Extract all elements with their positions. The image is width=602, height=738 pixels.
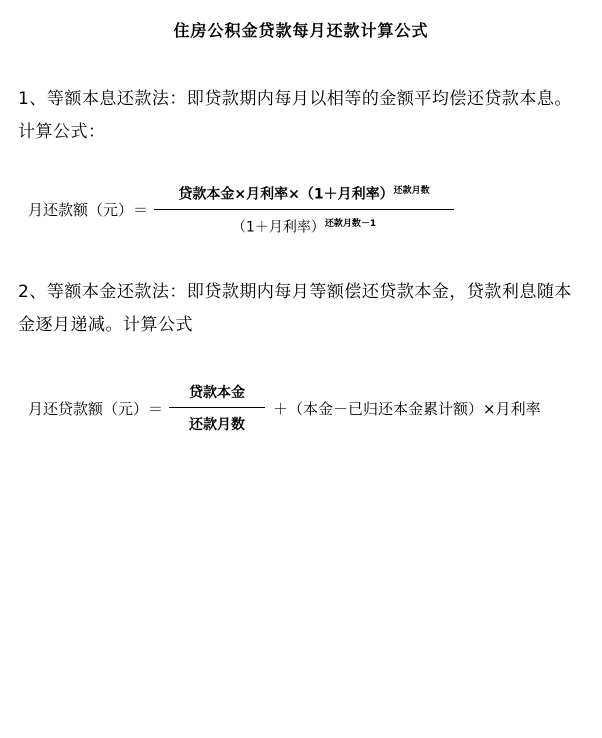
formula-1-numerator-main: 贷款本金×月利率×（1＋月利率） <box>178 186 394 203</box>
document-page <box>0 18 602 738</box>
formula-2-denominator: 还款月数 <box>189 417 246 434</box>
formula-1-denominator-exponent: 还款月数－1 <box>324 218 377 229</box>
formula-2-numerator: 贷款本金 <box>189 385 246 402</box>
formula-1-denominator-main: （1＋月利率） <box>231 219 325 236</box>
formula-1-numerator <box>170 183 437 209</box>
formula-2-tail: ＋（本金－已归还本金累计额）×月利率 <box>273 399 541 418</box>
formula-1-fraction <box>154 183 454 236</box>
page-title: 住房公积金贷款每月还款计算公式 <box>173 21 429 40</box>
formula-equal-principal <box>18 382 584 434</box>
paragraph-method-2: 2、等额本金还款法：即贷款期内每月等额偿还贷款本金，贷款利息随本金逐月递减。计算公式 <box>18 282 572 336</box>
paragraph-method-1: 1、等额本息还款法：即贷款期内每月以相等的金额平均偿还贷款本息。计算公式： <box>18 89 572 142</box>
formula-1-numerator-exponent: 还款月数 <box>393 186 430 196</box>
formula-1-denominator <box>224 210 384 237</box>
formula-equal-installment <box>18 183 584 236</box>
formula-2-left-side: 月还贷款额（元）＝ <box>28 399 164 418</box>
formula-1-left-side: 月还款额（元）＝ <box>28 201 149 220</box>
section-equal-installment <box>18 83 584 236</box>
formula-2-fraction <box>169 382 265 434</box>
section-equal-principal <box>18 276 584 434</box>
